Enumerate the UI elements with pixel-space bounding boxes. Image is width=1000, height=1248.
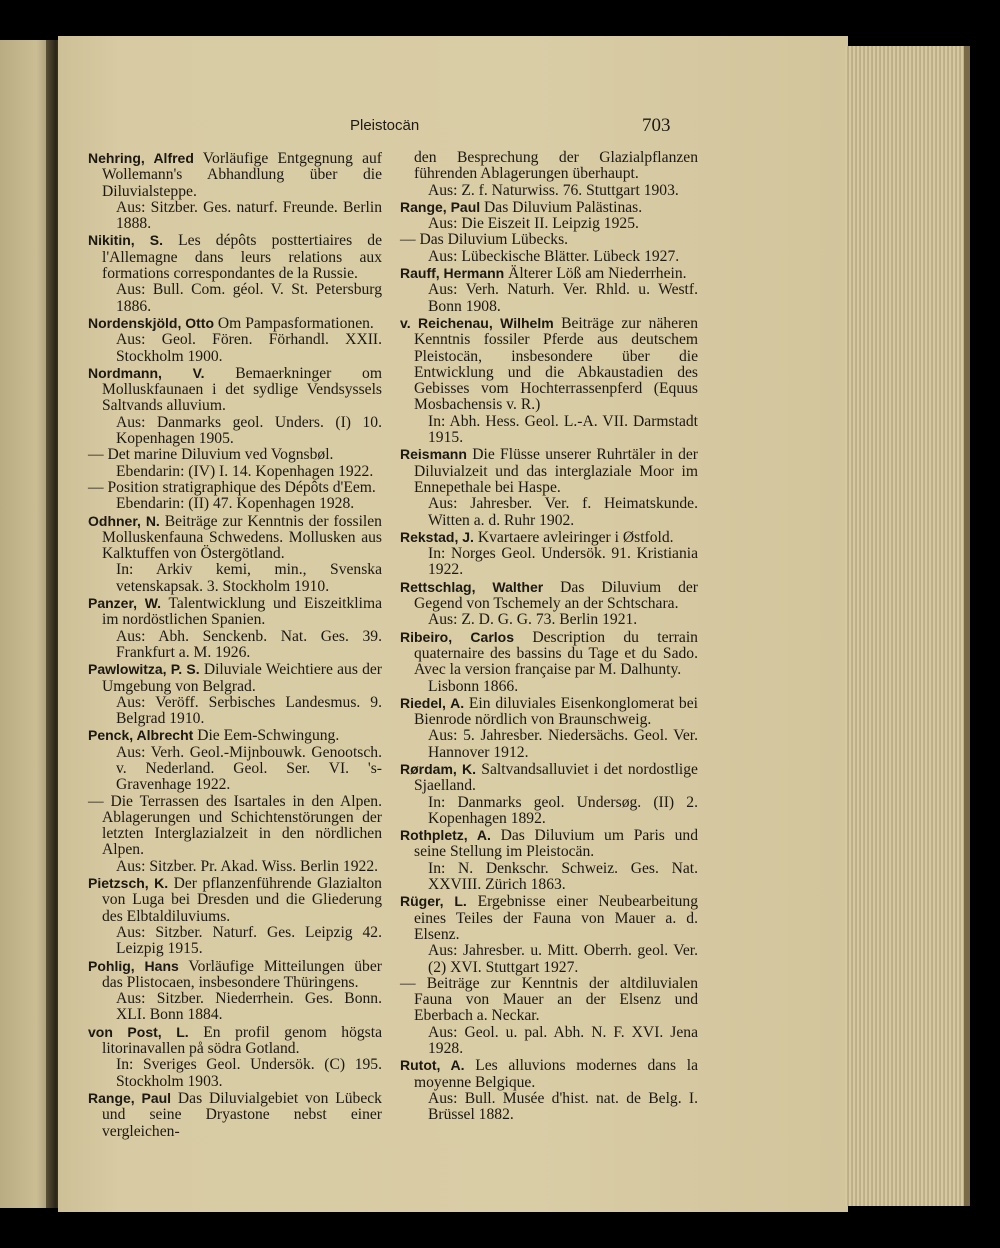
entry-author: Nordenskjöld, Otto <box>88 314 214 331</box>
entry-source <box>400 728 698 761</box>
entry-title: Vorläufige Mitteilungen über das Plistocaen, insbesondere Thüringens. <box>102 957 382 991</box>
entry-source-text: Aus: Danmarks geol. Unders. (I) 10. Kopenhagen 1905. <box>116 413 382 448</box>
entry-source-text: Aus: Jahresber. Ver. f. Heimatskunde. Witten a. d. Ruhr 1902. <box>428 495 698 529</box>
entry-source-text: Aus: Z. f. Naturwiss. 76. Stuttgart 1903. <box>428 181 679 199</box>
entry-author: Rüger, L. <box>400 893 467 910</box>
entry-source <box>400 216 698 232</box>
entry-source-text: In: N. Denkschr. Schweiz. Ges. Nat. XXVIII. Zürich 1863. <box>428 859 698 894</box>
entry-author: Panzer, W. <box>88 595 162 612</box>
entry-title: En profil genom högsta litorinavallen på södra Gotland. <box>102 1023 382 1058</box>
entry-source <box>88 925 382 958</box>
bib-entry-continuation: — Beiträge zur Kenntnis der altdiluvialen Fauna von Mauer an der Elsenz und Eberbach a. Neckar. <box>400 974 698 1025</box>
entry-title: Der pflanzenführende Glazialton von Luga bei Dresden und die Gliederung des Elbtaldiluviums. <box>102 875 382 925</box>
page-number: 703 <box>642 115 671 136</box>
entry-author: Nehring, Alfred <box>88 150 194 166</box>
bib-entry <box>88 1024 382 1058</box>
bib-entry <box>400 579 698 613</box>
entry-source <box>88 200 382 233</box>
entry-source <box>400 414 698 447</box>
entry-author: Nordmann, V. <box>88 364 205 381</box>
bib-entry <box>400 315 698 414</box>
entry-title: Älterer Löß am Niederrhein. <box>508 265 687 283</box>
bib-entry <box>400 1057 698 1091</box>
entry-source-text: Aus: Jahresber. u. Mitt. Oberrh. geol. Ver. (2) XVI. Stuttgart 1927. <box>428 942 698 976</box>
entry-source-text: Aus: Lübeckische Blätter. Lübeck 1927. <box>428 247 680 265</box>
entry-source-text: Aus: Sitzber. Ges. naturf. Freunde. Berlin 1888. <box>116 198 382 233</box>
entry-source-text: Ebendarin: (IV) I. 14. Kopenhagen 1922. <box>116 462 374 480</box>
entry-author: Nikitin, S. <box>88 232 164 249</box>
entry-source-text: Aus: Sitzber. Pr. Akad. Wiss. Berlin 1922. <box>116 857 379 875</box>
entry-source-text: In: Norges Geol. Undersök. 91. Kristiania 1922. <box>428 545 698 579</box>
entry-author: v. Reichenau, Wilhelm <box>400 314 554 331</box>
entry-title: Das Diluvium um Paris und seine Stellung im Pleistocän. <box>414 827 698 861</box>
entry-author: Penck, Albrecht <box>88 727 194 744</box>
entry-title: Kvartaere avleiringer i Østfold. <box>477 528 674 546</box>
bib-entry <box>88 315 382 332</box>
entry-source <box>400 943 698 976</box>
entry-title: Ergebnisse einer Neubearbeitung eines Teiles der Fauna von Mauer a. d. Elsenz. <box>414 893 698 943</box>
entry-source-text: In: Danmarks geol. Undersøg. (II) 2. Kopenhagen 1892. <box>428 793 698 827</box>
entry-source <box>400 183 698 199</box>
entry-author: Pietzsch, K. <box>88 875 169 892</box>
bib-entry <box>88 727 382 744</box>
entry-author: Ribeiro, Carlos <box>400 628 514 645</box>
entry-author: Range, Paul <box>88 1089 172 1106</box>
entry-title: Diluviale Weichtiere aus der Umgebung von Belgrad. <box>102 661 382 695</box>
entry-author: Riedel, A. <box>400 694 465 711</box>
entry-source <box>88 695 382 728</box>
entry-title: Saltvandsalluviet i det nordostlige Sjaelland. <box>414 760 698 795</box>
previous-page-edge <box>0 40 52 1208</box>
entry-source <box>88 562 382 595</box>
entry-source <box>400 1025 698 1058</box>
bib-entry <box>400 629 698 679</box>
entry-source-text: Aus: Geol. Fören. Förhandl. XXII. Stockholm 1900. <box>116 331 382 365</box>
entry-source <box>400 546 698 579</box>
entry-title: Beiträge zur näheren Kenntnis fossiler Pferde aus deutschem Pleistocän, insbesondere über die Entwicklung und die Abkaustadien des Gebisses vom Hochterrassenpferd (Equus Mosbachensis v. R.) <box>414 314 699 414</box>
entry-author: Rothpletz, A. <box>400 827 491 844</box>
entry-title: Das Diluvium Palästinas. <box>484 198 643 216</box>
entry-source-text: In: Sveriges Geol. Undersök. (C) 195. Stockholm 1903. <box>116 1056 382 1090</box>
entry-title: Les dépôts posttertiaires de l'Allemagne dans leurs relations aux formations correspondantes de la Russie. <box>102 232 382 283</box>
left-column <box>88 150 382 1140</box>
entry-title: Vorläufige Entgegnung auf Wollemann's Abhandlung über die Diluvialsteppe. <box>102 150 382 200</box>
entry-title: Description du terrain quaternaire des bassins du Tage et du Sado. Avec la version française par M. Dalhunty. <box>414 628 698 679</box>
entry-source-text: Aus: Abh. Senckenb. Nat. Ges. 39. Frankfurt a. M. 1926. <box>116 627 382 661</box>
entry-author: Rekstad, J. <box>400 528 474 545</box>
bib-entry-continuation: — Position stratigraphique des Dépôts d'Eem. <box>88 478 376 496</box>
entry-source-text: In: Abh. Hess. Geol. L.-A. VII. Darmstadt 1915. <box>428 412 698 447</box>
entry-source <box>88 332 382 365</box>
bib-entry-continuation: — Det marine Diluvium ved Vognsbøl. <box>88 446 334 464</box>
entry-source-text: Aus: Die Eiszeit II. Leipzig 1925. <box>428 215 639 233</box>
entry-source-text: Aus: Verh. Naturh. Ver. Rhld. u. Westf. Bonn 1908. <box>428 281 698 315</box>
entry-source <box>400 679 698 695</box>
entry-source-text: Aus: Veröff. Serbisches Landesmus. 9. Belgrad 1910. <box>116 693 382 728</box>
entry-source <box>88 464 382 480</box>
entry-source <box>88 629 382 662</box>
entry-source <box>400 282 698 315</box>
entry-author: Pawlowitza, P. S. <box>88 661 200 678</box>
bib-entry <box>88 1090 382 1140</box>
entry-source-text: Aus: Sitzber. Niederrhein. Ges. Bonn. XLI. Bonn 1884. <box>116 990 382 1024</box>
entry-source <box>88 859 382 875</box>
bib-entry <box>400 446 698 496</box>
entry-source-text: Aus: Verh. Geol.-Mijnbouwk. Genootsch. v. Nederland. Geol. Ser. VI. 's-Gravenhage 1922. <box>116 743 382 794</box>
entry-title: Om Pampasformationen. <box>217 314 374 332</box>
bib-entry <box>88 875 382 925</box>
entry-title: Das Diluvialgebiet von Lübeck und seine Dryastone nebst einer vergleichen- <box>102 1089 382 1140</box>
entry-author: Reismann <box>400 446 467 463</box>
entry-author: Rutot, A. <box>400 1057 465 1074</box>
bib-entry <box>400 199 698 216</box>
entry-title: Die Flüsse unserer Ruhrtäler in der Diluvialzeit und das interglaziale Moor im Ennepethale bei Haspe. <box>414 446 698 496</box>
entry-source-text: Aus: Z. D. G. G. 73. Berlin 1921. <box>428 611 638 629</box>
bib-entry-continuation: — Die Terrassen des Isartales in den Alpen. Ablagerungen und Schichtenstörungen der letzten Interglazialzeit in den nördlichen Alpen. <box>88 792 382 859</box>
entry-author: Range, Paul <box>400 198 481 215</box>
bib-entry-continuation: — Das Diluvium Lübecks. <box>400 231 569 249</box>
entry-title: Talentwicklung und Eiszeitklima im nordöstlichen Spanien. <box>102 595 382 629</box>
entry-author: Rauff, Hermann <box>400 265 505 282</box>
entry-source <box>88 282 382 315</box>
page-stack-edge <box>845 46 970 1206</box>
entry-title: Bemaerkninger om Molluskfaunaen i det sydlige Vendsyssels Saltvands alluvium. <box>102 364 382 415</box>
entry-author: von Post, L. <box>88 1023 189 1040</box>
entry-source-text: Aus: Bull. Musée d'hist. nat. de Belg. I. Brüssel 1882. <box>428 1089 698 1124</box>
bib-entry <box>400 893 698 943</box>
entry-title: Die Eem-Schwingung. <box>197 727 340 745</box>
entry-source <box>400 249 698 265</box>
running-header: Pleistocän <box>350 117 420 134</box>
entry-source <box>88 991 382 1024</box>
entry-source <box>400 795 698 828</box>
bib-entry <box>88 365 382 415</box>
entry-source-text: Lisbonn 1866. <box>428 677 519 695</box>
entry-source <box>400 861 698 894</box>
bib-entry <box>400 529 698 546</box>
entry-source-text: In: Arkiv kemi, min., Svenska vetenskapsak. 3. Stockholm 1910. <box>116 561 382 595</box>
entry-source-text: Aus: Sitzber. Naturf. Ges. Leipzig 42. Leizpig 1915. <box>116 923 382 958</box>
entry-source <box>400 496 698 529</box>
entry-source-text: Ebendarin: (II) 47. Kopenhagen 1928. <box>116 495 355 513</box>
bib-entry <box>400 265 698 282</box>
entry-source <box>88 745 382 794</box>
entry-source-text: Aus: Bull. Com. géol. V. St. Petersburg 1886. <box>116 281 382 315</box>
entry-source <box>88 496 382 512</box>
entry-source-text: Aus: Geol. u. pal. Abh. N. F. XVI. Jena 1928. <box>428 1023 698 1058</box>
bib-entry <box>88 595 382 629</box>
bib-entry <box>88 661 382 695</box>
entry-title: Das Diluvium der Gegend von Tschemely an der Schtschara. <box>414 578 698 613</box>
entry-title: Les alluvions modernes dans la moyenne Belgique. <box>414 1057 698 1091</box>
entry-author: Rettschlag, Walther <box>400 578 544 595</box>
bib-entry <box>400 695 698 729</box>
entry-title: Beiträge zur Kenntnis der fossilen Molluskenfauna Schwedens. Mollusken aus Kalktuffen von Östergötland. <box>102 512 382 563</box>
bib-entry <box>400 827 698 861</box>
entry-author: Pohlig, Hans <box>88 957 179 974</box>
entry-source <box>400 1091 698 1124</box>
entry-source <box>400 612 698 628</box>
entry-title: Ein diluviales Eisenkonglomerat bei Bienrode nördlich von Braunschweig. <box>414 694 698 729</box>
right-column <box>400 150 698 1124</box>
entry-author: Odhner, N. <box>88 512 160 529</box>
entry-source <box>88 415 382 448</box>
bib-entry <box>88 513 382 563</box>
entry-source <box>88 1057 382 1090</box>
entry-author: Rørdam, K. <box>400 760 477 777</box>
bib-entry <box>88 232 382 282</box>
bib-entry-carryover: den Besprechung der Glazialpflanzen führenden Ablagerungen überhaupt. <box>414 149 698 183</box>
bib-entry <box>88 958 382 992</box>
entry-source-text: Aus: 5. Jahresber. Niedersächs. Geol. Ver. Hannover 1912. <box>428 727 698 761</box>
bib-entry <box>88 150 382 200</box>
bib-entry <box>400 761 698 795</box>
